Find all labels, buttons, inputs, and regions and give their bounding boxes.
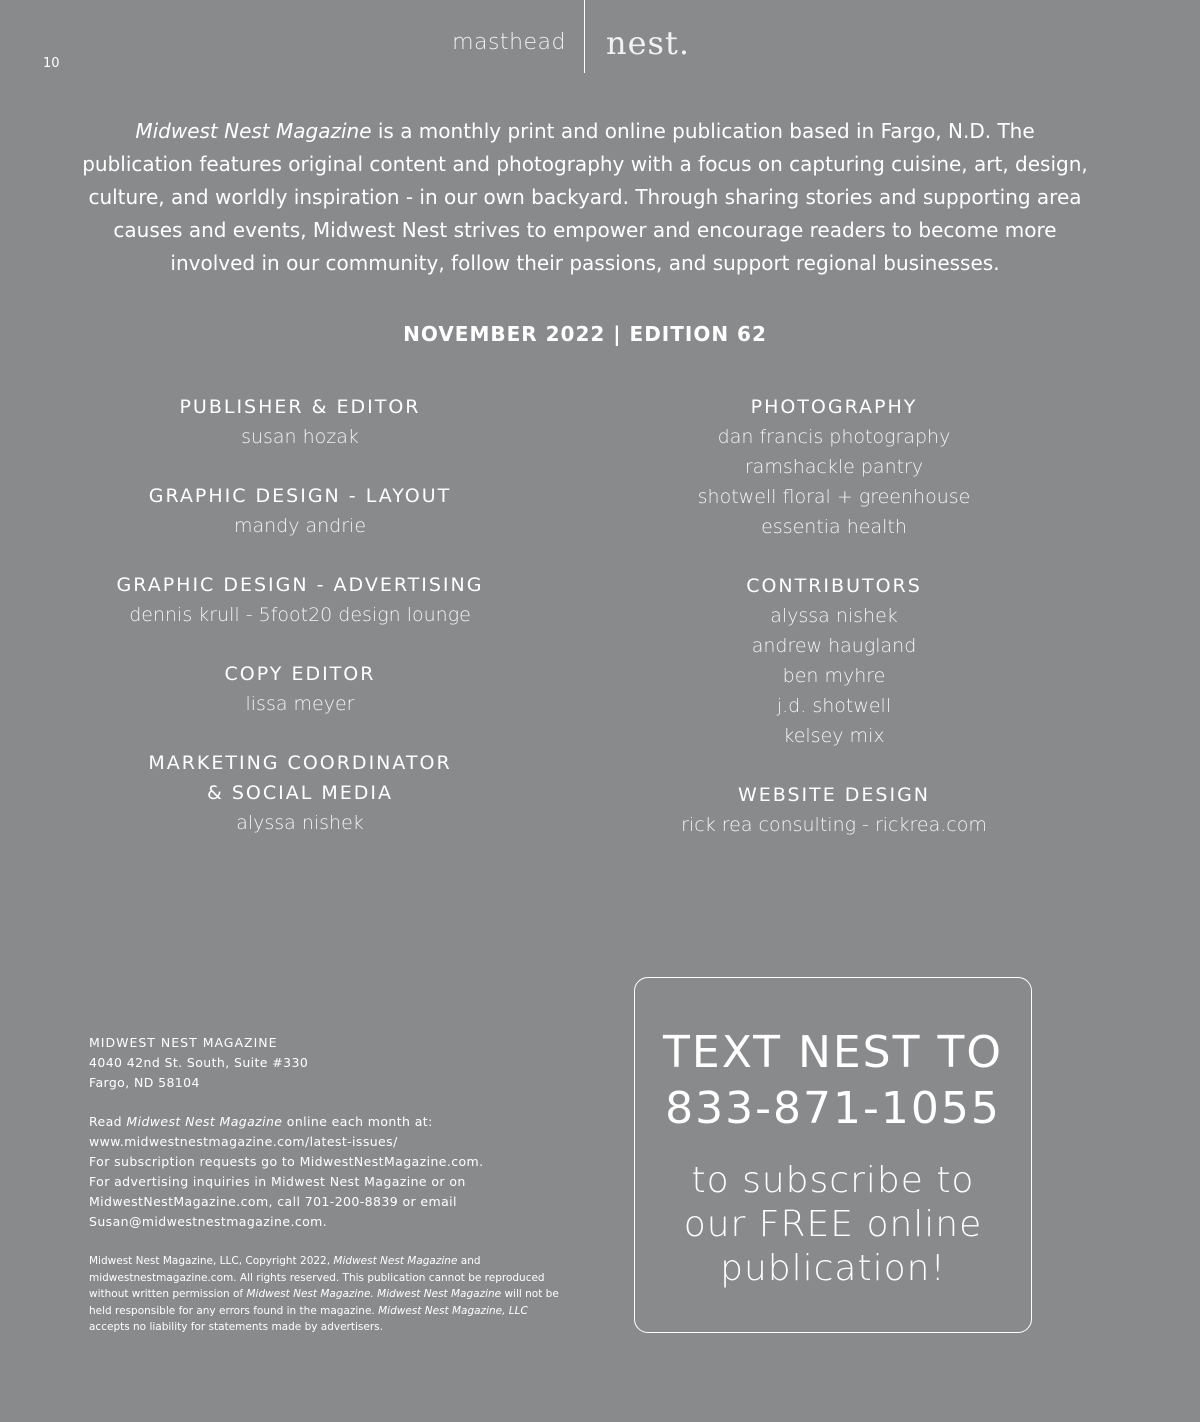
latest-issues-link[interactable]: www.midwestnestmagazine.com/latest-issues/ xyxy=(89,1134,398,1149)
staff-role: COPY EDITOR xyxy=(224,663,376,685)
staff-group xyxy=(60,570,540,630)
legal-text: Midwest Nest Magazine, LLC, Copyright 2022, xyxy=(89,1255,334,1267)
staff-role: PUBLISHER & EDITOR xyxy=(179,396,421,418)
legal-italic: Midwest Nest Magazine, LLC xyxy=(378,1304,528,1317)
staff-group xyxy=(594,571,1074,751)
staff-name: lissa meyer xyxy=(245,693,355,715)
staff-name: alyssa nishek xyxy=(236,812,364,834)
intro-text: is a monthly print and online publication based in Fargo, N.D. The publication features original content and photography with a focus on capturing cuisine, art, design, culture, and worldly inspiration - in our own backyard. Through sharing stories and supporting area causes and events, Midwest Nest strives to empower and encourage readers to become more involved in our community, follow their passions, and support regional businesses. xyxy=(82,119,1088,275)
copyright-notice xyxy=(89,1253,559,1336)
page-number: 10 xyxy=(43,56,60,71)
staff-group xyxy=(594,392,1074,542)
staff-role: PHOTOGRAPHY xyxy=(750,396,918,418)
staff-name: mandy andrie xyxy=(233,515,367,537)
staff-group xyxy=(60,392,540,452)
subscribe-body-line: our FREE online xyxy=(683,1204,983,1245)
city-address: Fargo, ND 58104 xyxy=(89,1075,200,1090)
staff-role: MARKETING COORDINATOR xyxy=(148,752,452,774)
staff-name: ramshackle pantry xyxy=(744,456,924,478)
staff-left-column xyxy=(60,392,540,867)
staff-name: andrew haugland xyxy=(751,635,917,657)
read-online-text xyxy=(89,1112,559,1132)
legal-italic: Midwest Nest Magazine. Midwest Nest Magazine xyxy=(246,1288,502,1300)
subscribe-phone: 833-871-1055 xyxy=(665,1083,1001,1134)
intro-paragraph xyxy=(80,115,1090,280)
legal-text: will not be held responsible for any errors found in the magazine. xyxy=(89,1288,559,1317)
header-divider xyxy=(584,0,585,73)
contact-info xyxy=(89,1033,559,1232)
staff-role: WEBSITE DESIGN xyxy=(737,784,931,806)
staff-name: shotwell floral + greenhouse xyxy=(697,486,971,508)
staff-name: dennis krull - 5foot20 design lounge xyxy=(129,604,471,626)
subscribe-body-line: publication! xyxy=(720,1248,946,1289)
staff-group xyxy=(60,481,540,541)
staff-name: ben myhre xyxy=(782,665,886,687)
staff-group xyxy=(594,780,1074,840)
subscription-text: For subscription requests go to MidwestNestMagazine.com. xyxy=(89,1154,484,1169)
subscribe-heading-line: TEXT NEST TO xyxy=(663,1027,1003,1078)
section-title: masthead xyxy=(452,30,566,55)
email-link[interactable]: Susan@midwestnestmagazine.com. xyxy=(89,1214,328,1229)
staff-name: rick rea consulting - rickrea.com xyxy=(681,814,987,836)
legal-italic: Midwest Nest Magazine xyxy=(333,1255,458,1267)
staff-group xyxy=(60,659,540,719)
staff-name: essentia health xyxy=(761,516,907,538)
staff-name: susan hozak xyxy=(241,426,359,448)
legal-text: accepts no liability for statements made by advertisers. xyxy=(89,1321,383,1333)
read-suffix: online each month at: xyxy=(282,1114,433,1129)
staff-right-column xyxy=(594,392,1074,869)
staff-group xyxy=(60,748,540,838)
company-name: MIDWEST NEST MAGAZINE xyxy=(89,1035,278,1050)
staff-role: CONTRIBUTORS xyxy=(746,575,922,597)
read-prefix: Read xyxy=(89,1114,127,1129)
staff-name: alyssa nishek xyxy=(770,605,898,627)
read-title: Midwest Nest Magazine xyxy=(126,1114,283,1129)
subscribe-body xyxy=(635,1159,1031,1291)
advertising-text: For advertising inquiries in Midwest Nest Magazine or on xyxy=(89,1174,466,1189)
staff-name: dan francis photography xyxy=(717,426,951,448)
staff-role: & SOCIAL MEDIA xyxy=(207,782,393,804)
subscribe-body-line: to subscribe to xyxy=(691,1160,975,1201)
subscribe-heading xyxy=(635,1025,1031,1137)
staff-name: j.d. shotwell xyxy=(776,695,892,717)
street-address: 4040 42nd St. South, Suite #330 xyxy=(89,1055,309,1070)
staff-role: GRAPHIC DESIGN - LAYOUT xyxy=(148,485,452,507)
intro-magazine-title: Midwest Nest Magazine xyxy=(135,119,372,143)
subscribe-callout xyxy=(634,977,1032,1333)
staff-role: GRAPHIC DESIGN - ADVERTISING xyxy=(116,574,484,596)
advertising-text: MidwestNestMagazine.com, call 701-200-8839 or email xyxy=(89,1194,457,1209)
staff-name: kelsey mix xyxy=(783,725,885,747)
nest-logo: nest. xyxy=(606,24,690,62)
edition-heading: NOVEMBER 2022 | EDITION 62 xyxy=(403,322,767,346)
legal-text: and midwestnestmagazine.com. All rights reserved. This publication cannot be reproduced without written permission of xyxy=(89,1255,545,1300)
